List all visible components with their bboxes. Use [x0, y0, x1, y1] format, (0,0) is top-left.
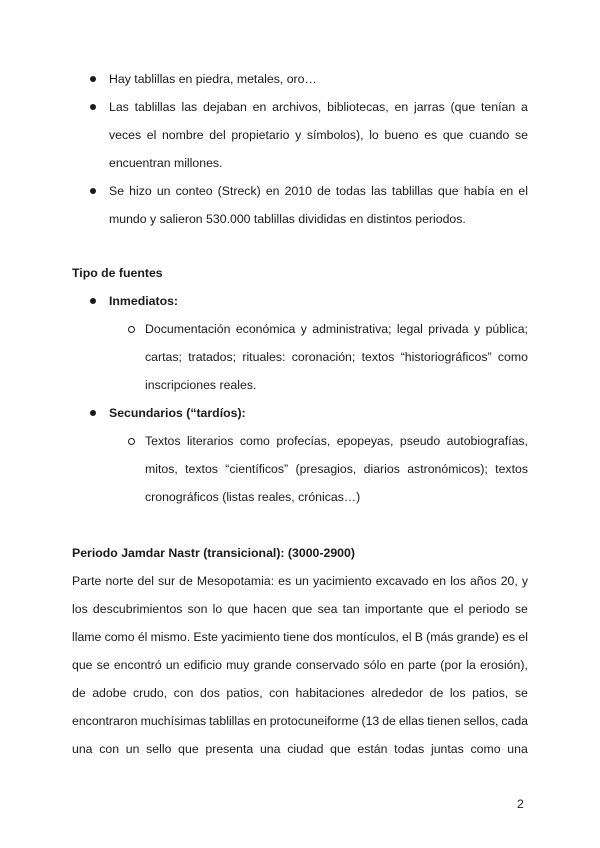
- word: las: [181, 100, 198, 114]
- bullet-line: Hay tablillas en piedra, metales, oro…: [109, 72, 317, 86]
- word: jarras: [413, 100, 445, 114]
- word: tenían: [480, 100, 516, 114]
- word: tan: [342, 602, 360, 616]
- word: Mesopotamia:: [196, 574, 275, 588]
- word: son: [187, 602, 208, 616]
- word: ellas: [398, 714, 425, 728]
- word: conteo: [175, 184, 213, 198]
- word: tratados;: [188, 350, 237, 364]
- word: en: [394, 100, 409, 114]
- word: como: [104, 630, 135, 644]
- bullet-line: encuentran millones.: [109, 156, 223, 170]
- bullet-dot: [90, 410, 96, 416]
- word: mitos,: [145, 462, 178, 476]
- word: archivos,: [272, 100, 322, 114]
- bullet-dot: [90, 188, 96, 194]
- word: y: [300, 322, 307, 336]
- page-number: 2: [517, 797, 524, 811]
- word: sello: [146, 742, 172, 756]
- word: con: [99, 742, 120, 756]
- word: encontraron: [72, 714, 138, 728]
- paragraph-line: [72, 574, 528, 589]
- paragraph-line: [72, 630, 528, 645]
- word: que: [227, 602, 248, 616]
- word: patios,: [226, 686, 263, 700]
- word: a: [521, 100, 528, 114]
- word: es: [278, 574, 292, 588]
- word: que: [442, 128, 464, 142]
- word: rituales:: [242, 350, 286, 364]
- word: las: [371, 184, 387, 198]
- word: “científicos”: [225, 462, 289, 476]
- word: erosión),: [480, 658, 528, 672]
- word: se: [514, 128, 528, 142]
- word: están: [357, 742, 388, 756]
- word: como: [497, 350, 528, 364]
- word: bueno: [384, 128, 419, 142]
- bullet-dot: [90, 104, 96, 110]
- word: una: [259, 742, 281, 756]
- word: Textos: [145, 434, 181, 448]
- word: con: [269, 686, 289, 700]
- bullet-line-justified: [109, 128, 528, 143]
- word: Documentación: [145, 322, 231, 336]
- word: diarios: [363, 462, 400, 476]
- word: excavado: [375, 574, 429, 588]
- word: de: [72, 686, 86, 700]
- word: de: [317, 184, 331, 198]
- word: símbolos),: [306, 128, 364, 142]
- word: los: [450, 574, 466, 588]
- word: llame: [72, 630, 102, 644]
- word: presenta: [205, 742, 254, 756]
- word: cartas;: [145, 350, 182, 364]
- word: grande): [456, 630, 500, 644]
- word: patios,: [472, 686, 509, 700]
- bullet-ring: [128, 326, 135, 333]
- bullet-line-justified: [109, 100, 528, 115]
- word: “historiográficos”: [400, 350, 492, 364]
- word: la: [466, 658, 476, 672]
- paragraph-line: [72, 686, 528, 701]
- word: muy: [226, 658, 250, 672]
- word: crudo,: [132, 686, 168, 700]
- word: que: [330, 742, 351, 756]
- word: el: [146, 128, 157, 142]
- word: un: [156, 184, 171, 198]
- word: autobiografías,: [446, 434, 528, 448]
- word: parte: [408, 658, 437, 672]
- word: dejaban: [203, 100, 247, 114]
- bullet-ring: [128, 438, 135, 445]
- word: cuando: [469, 128, 510, 142]
- word: encontró: [113, 658, 162, 672]
- word: Este: [193, 630, 218, 644]
- word: y: [521, 574, 528, 588]
- word: en: [253, 714, 267, 728]
- sub-bullet-line: [145, 322, 528, 337]
- word: protocuneiforme: [269, 714, 359, 728]
- paragraph-line: [72, 742, 528, 757]
- paragraph-line: [72, 714, 528, 729]
- word: importante: [364, 602, 423, 616]
- word: en: [432, 574, 447, 588]
- word: 20,: [500, 574, 518, 588]
- word: veces: [109, 128, 142, 142]
- word: habitaciones: [295, 686, 365, 700]
- word: lo: [212, 602, 223, 616]
- word: (por: [440, 658, 463, 672]
- word: adobe: [92, 686, 127, 700]
- word: como: [470, 742, 501, 756]
- word: el: [453, 602, 464, 616]
- word: se: [514, 686, 528, 700]
- word: propietario: [231, 128, 290, 142]
- word: privada: [428, 322, 469, 336]
- word: dos: [200, 686, 220, 700]
- word: profecías,: [276, 434, 331, 448]
- word: muchísimas: [140, 714, 207, 728]
- word: (Streck): [217, 184, 261, 198]
- word: mismo.: [150, 630, 191, 644]
- word: legal: [396, 322, 423, 336]
- word: en: [265, 184, 280, 198]
- word: que: [72, 658, 93, 672]
- word: todas: [394, 742, 425, 756]
- word: los: [449, 686, 466, 700]
- word: epopeyas,: [336, 434, 394, 448]
- word: económica: [235, 322, 296, 336]
- bullet-line-justified: [109, 184, 528, 199]
- word: bibliotecas,: [327, 100, 389, 114]
- word: en: [390, 658, 404, 672]
- word: astronómicos);: [407, 462, 488, 476]
- word: de: [429, 686, 444, 700]
- word: un: [165, 658, 180, 672]
- word: que: [428, 602, 449, 616]
- word: literarios: [186, 434, 234, 448]
- sub-bullet-line: [145, 462, 528, 477]
- word: (13: [361, 714, 380, 728]
- word: yacimiento: [312, 574, 372, 588]
- word: como: [239, 434, 270, 448]
- word: ciudad: [287, 742, 324, 756]
- word: con: [173, 686, 194, 700]
- word: pseudo: [399, 434, 441, 448]
- word: edificio: [183, 658, 222, 672]
- subheading-secundarios: Secundarios (“tardíos):: [109, 406, 246, 420]
- word: coronación;: [291, 350, 356, 364]
- word: Se: [109, 184, 125, 198]
- paragraph-line: [72, 658, 528, 673]
- word: tablillas: [209, 714, 251, 728]
- word: se: [96, 658, 110, 672]
- word: tablillas: [391, 184, 433, 198]
- word: cada: [501, 714, 528, 728]
- word: sea: [317, 602, 338, 616]
- word: un: [125, 742, 140, 756]
- word: del: [209, 128, 226, 142]
- word: lo: [369, 128, 379, 142]
- section-heading: Periodo Jamdar Nastr (transicional): (3000-2900): [72, 546, 355, 560]
- subheading-inmediatos: Inmediatos:: [109, 294, 179, 308]
- bullet-dot: [90, 298, 96, 304]
- word: en: [252, 100, 267, 114]
- sub-bullet-line: [145, 350, 528, 365]
- word: una: [507, 742, 528, 756]
- word: tienen: [427, 714, 461, 728]
- word: es: [502, 630, 516, 644]
- word: una: [72, 742, 93, 756]
- word: yacimiento: [221, 630, 280, 644]
- word: y: [295, 128, 302, 142]
- word: montículos,: [335, 630, 399, 644]
- word: en: [499, 184, 514, 198]
- word: el: [402, 630, 412, 644]
- word: periodo: [468, 602, 510, 616]
- word: pública;: [485, 322, 528, 336]
- word: tablillas: [134, 100, 176, 114]
- word: el: [518, 630, 528, 644]
- word: Las: [109, 100, 129, 114]
- word: textos: [495, 462, 528, 476]
- word: él: [137, 630, 148, 644]
- word: juntas: [430, 742, 464, 756]
- word: del: [137, 574, 154, 588]
- word: hacen: [253, 602, 287, 616]
- bullet-dot: [90, 76, 96, 82]
- word: sólo: [363, 658, 387, 672]
- word: el: [518, 184, 528, 198]
- word: había: [463, 184, 495, 198]
- word: los: [72, 602, 88, 616]
- sub-bullet-line: cronográficos (listas reales, crónicas…): [145, 490, 361, 504]
- word: que: [291, 602, 313, 616]
- word: (que: [450, 100, 476, 114]
- word: y: [474, 322, 481, 336]
- word: administrativa;: [312, 322, 392, 336]
- word: 2010: [284, 184, 312, 198]
- bullet-line: mundo y salieron 530.000 tablillas divididas en distintos periodos.: [109, 212, 466, 226]
- word: se: [514, 602, 528, 616]
- word: sellos,: [463, 714, 499, 728]
- word: (más: [426, 630, 454, 644]
- word: un: [295, 574, 309, 588]
- word: nombre: [161, 128, 204, 142]
- word: (presagios,: [295, 462, 357, 476]
- word: dos: [312, 630, 333, 644]
- word: B: [414, 630, 423, 644]
- word: hizo: [129, 184, 152, 198]
- word: todas: [335, 184, 366, 198]
- word: Parte: [72, 574, 102, 588]
- word: sur: [158, 574, 176, 588]
- word: tiene: [283, 630, 310, 644]
- sub-bullet-line: [145, 434, 528, 449]
- word: que: [178, 742, 199, 756]
- word: alrededor: [371, 686, 424, 700]
- word: años: [469, 574, 497, 588]
- word: conservado: [295, 658, 360, 672]
- paragraph-line: [72, 602, 528, 617]
- word: textos: [185, 462, 218, 476]
- section-heading: Tipo de fuentes: [72, 266, 163, 280]
- word: que: [438, 184, 459, 198]
- word: de: [382, 714, 396, 728]
- word: norte: [105, 574, 134, 588]
- word: grande: [253, 658, 292, 672]
- word: textos: [361, 350, 395, 364]
- word: de: [179, 574, 193, 588]
- sub-bullet-line: inscripciones reales.: [145, 378, 257, 392]
- word: es: [424, 128, 438, 142]
- word: descubrimientos: [92, 602, 183, 616]
